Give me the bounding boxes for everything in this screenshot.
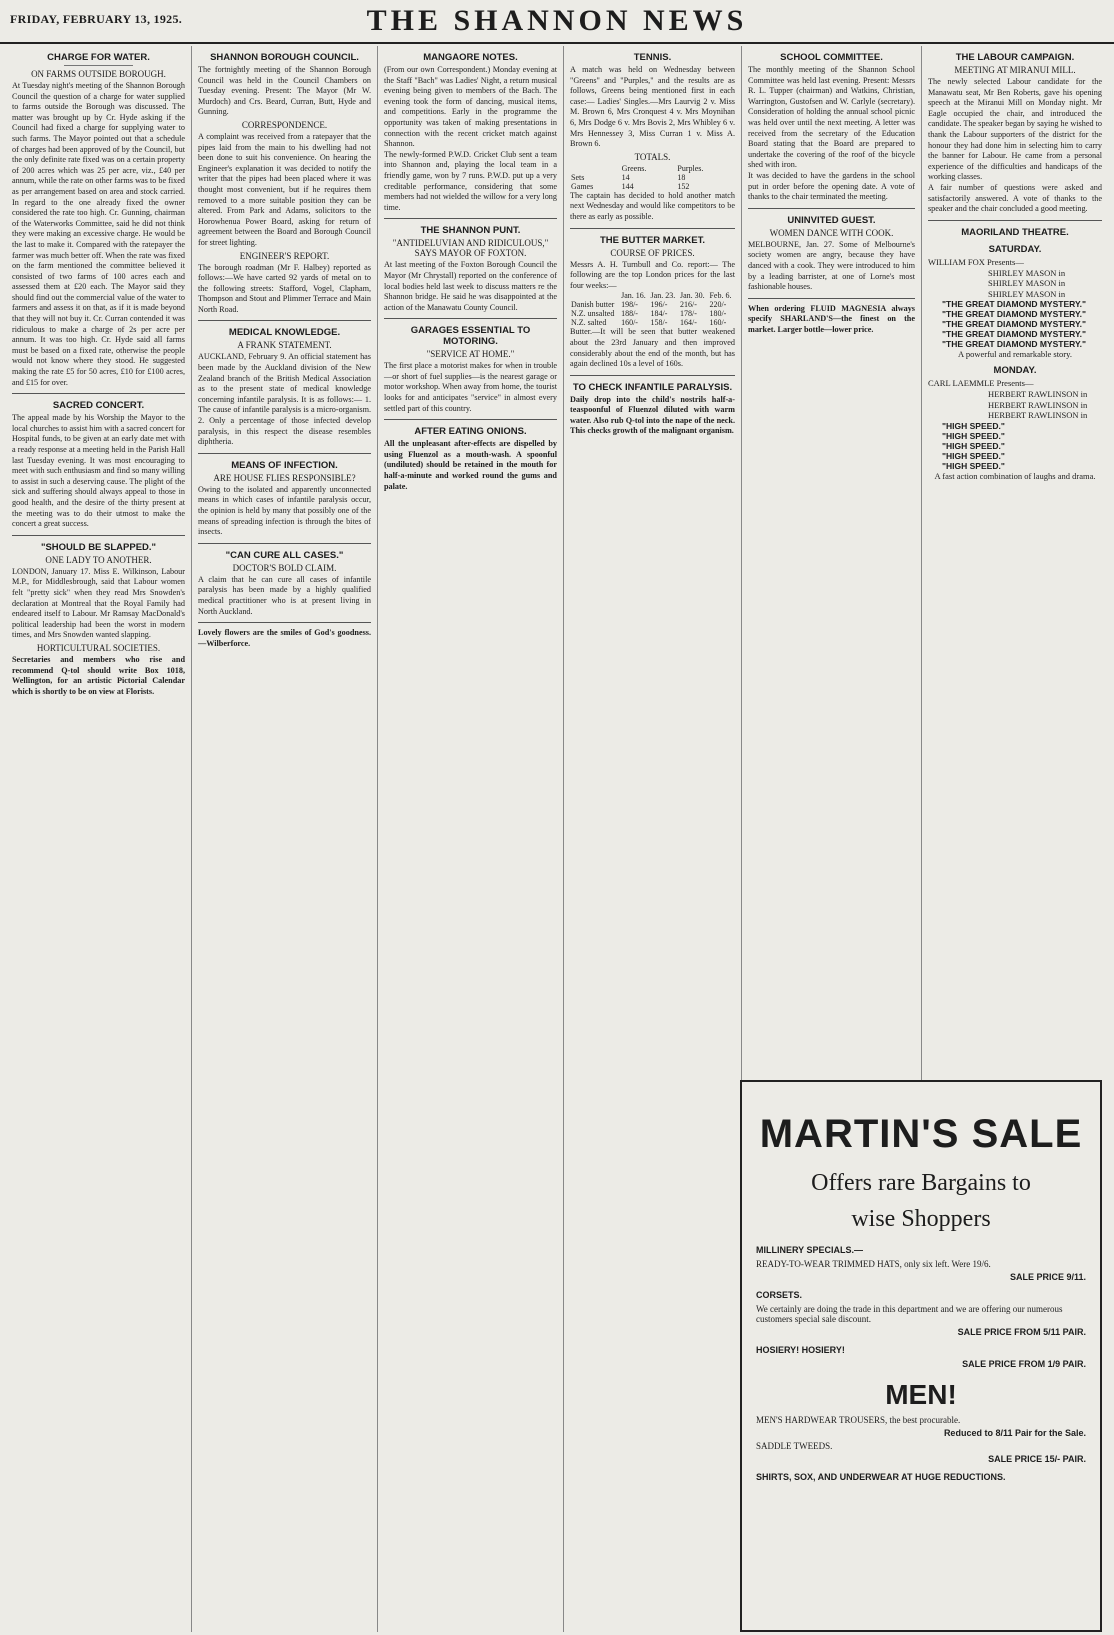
table-cell: Danish butter <box>571 300 615 310</box>
star-line: SHIRLEY MASON in <box>988 278 1066 289</box>
table-cell: 160/- <box>621 318 638 328</box>
film-title: "HIGH SPEED." <box>942 460 1005 471</box>
section-heading: HOSIERY! HOSIERY! <box>756 1345 845 1355</box>
item-line: READY-TO-WEAR TRIMMED HATS, only six left. Were 19/6. <box>756 1259 991 1269</box>
item-line: SADDLE TWEEDS. <box>756 1441 833 1451</box>
table-cell: 216/- <box>679 300 697 310</box>
item-line: MEN'S HARDWEAR TROUSERS, the best procurable. <box>756 1415 961 1425</box>
day-label: SATURDAY. <box>988 243 1042 255</box>
item-price: SALE PRICE 15/- PAIR. <box>988 1454 1086 1464</box>
film-title: "THE GREAT DIAMOND MYSTERY." <box>942 319 1087 330</box>
star-line: SHIRLEY MASON in <box>988 267 1066 278</box>
divider <box>384 419 557 420</box>
martins-sale-advert <box>740 1080 1102 1632</box>
table-cell: Jan. 16. <box>621 291 646 301</box>
table-header-row <box>570 164 735 173</box>
table-row <box>570 300 735 309</box>
column-1 <box>6 46 192 1632</box>
prices-table <box>570 291 735 327</box>
item-price: SALE PRICE FROM 5/11 PAIR. <box>957 1327 1086 1337</box>
film-title: "HIGH SPEED." <box>942 450 1005 461</box>
item-price: SALE PRICE FROM 1/9 PAIR. <box>962 1359 1086 1369</box>
table-cell <box>570 291 620 300</box>
item-price: Reduced to 8/11 Pair for the Sale. <box>943 1428 1086 1438</box>
table-cell: 188/- <box>621 309 638 319</box>
divider <box>748 298 915 299</box>
advert-text: Secretaries and members who rise and recommend Q-tol should write Box 1018, Wellington, for an artistic Pictorial Calendar which is shortly to be on view at Florists. <box>12 654 185 696</box>
article-text: The appeal made by his Worship the Mayor to the local churches to assist him with a sacred concert for Hospital funds, to be given at an early date met with a ready response at a meeting held in the Parish Hall last Tuesday evening. It was most encouraging to meet with such enthusiasm and find so many willing to assist in such a deserving cause. The plight of the sick and suffering should always appeal to those in good health, and the desire of the thirty present at the meeting was to do their utmost to make the concert a great success. <box>12 413 186 529</box>
table-cell: 180/- <box>709 309 727 319</box>
column-3 <box>378 46 564 1632</box>
divider <box>748 208 915 209</box>
divider <box>12 393 185 394</box>
article-text: A complaint was received from a ratepayer that the pipes laid from the main to his dwelling had not been done to suit his convenience. On hearing the Engineer's explanation it was decided to notify the writer that the pipes had been placed where it was thought most convenient, but if he requires them removed to a more suitable position they can be altered. From Park and Adams, solicitors to the Horowhenua Power Board, asking for return of agreement between the Board and Borough Council for street lighting. <box>198 131 371 247</box>
section-heading: CORSETS. <box>756 1290 803 1300</box>
article-text: Butter.—It will be seen that butter weakened about the 23rd January and then improved considerably about the end of the month, but has again declined 10s a level of 160s. <box>570 327 735 369</box>
table-row <box>570 173 735 182</box>
headline-garages-essential: GARAGES ESSENTIAL TO MOTORING. <box>410 325 531 348</box>
table-cell: 196/- <box>650 300 668 310</box>
film-title: "HIGH SPEED." <box>942 430 1005 441</box>
presents-line: CARL LAEMMLE Presents— <box>928 378 1034 389</box>
column-4 <box>564 46 742 1632</box>
divider <box>12 535 185 536</box>
table-row <box>570 318 735 327</box>
subhead: MEETING AT MIRANUI MILL. <box>954 65 1076 75</box>
article-text: The newly-formed P.W.D. Cricket Club sent a team into Shannon and, playing the local team in a friendly game, won by 7 runs. P.W.D. put up a very creditable performance, considering that some members had not wielded the willow for a very long time. <box>384 149 557 212</box>
headline-tennis: TENNIS. <box>633 52 672 63</box>
divider <box>198 320 371 321</box>
divider <box>928 220 1102 221</box>
table-cell: 158/- <box>650 318 668 328</box>
film-title: "THE GREAT DIAMOND MYSTERY." <box>942 339 1087 350</box>
presents-line: WILLIAM FOX Presents— <box>928 256 1024 267</box>
men-heading: MEN! <box>885 1379 957 1410</box>
subhead: A FRANK STATEMENT. <box>237 340 332 351</box>
film-title: "THE GREAT DIAMOND MYSTERY." <box>942 299 1087 310</box>
divider <box>384 218 557 219</box>
subhead: TOTALS. <box>634 151 671 162</box>
table-cell: Purples. <box>677 163 704 173</box>
article-text: At Tuesday night's meeting of the Shannon Borough Council the question of a charge for water supplied to farms outside the Borough was discussed. The matter was brought up by Cr. Hyde asking if the Council had fixed a charge for supplying water to such farms. The Mayor pointed out that a schedule of charges had been approved of by the Council, but the only definite rate fixed was on a certain property of 200 acres which was 25 per acre, viz., £40 per annum, while the rate on other farms was to be fixed as per arrangement based on area and stock carried. In regard to the one already fixed the owner considered the rate too high. Cr. Gunning, chairman of the Waterworks Committee, said he did not think they were making an excessive charge. He would be the last to make it. Compared with the ratepayer the farmer was much better off. When the rate was fixed on the farm mentioned the committee believed it consisted of two farms of 100 acres each and assessed them at £20 each. The Mayor said they should find out the commercial value of the water to farmers and assess it on that, as if it is made beyond that they will not buy it. Cr. Curran contended it was ridiculous to make a charge of 2s per acre per annum. It was too high. Cr. Hyde said all farms must be based on a fixed rate, otherwise the people would not know where they stood. He suggested making the rate £5 for 50 acres, £10 for £100 acres, and £15 for over. <box>12 81 185 387</box>
table-cell: 198/- <box>621 300 638 310</box>
headline-mangaore-notes: MANGAORE NOTES. <box>423 52 518 63</box>
masthead <box>0 0 1114 44</box>
headline-should-be-slapped: "SHOULD BE SLAPPED." <box>40 541 157 553</box>
table-cell: 164/- <box>679 318 697 328</box>
headline-after-eating-onions: AFTER EATING ONIONS. <box>414 426 527 438</box>
section-heading: MILLINERY SPECIALS.— <box>756 1245 864 1255</box>
table-cell: 152 <box>677 181 690 191</box>
divider <box>198 453 371 454</box>
article-text: At last meeting of the Foxton Borough Council the Mayor (Mr Chrystall) reported on the conference of local bodies held last week to discuss matters re the Shannon bridge. He said he was disappointed at the action of the Manawatu County Council. <box>384 260 557 312</box>
headline-uninvited-guest: UNINVITED GUEST. <box>787 214 876 226</box>
table-cell: 18 <box>677 172 686 182</box>
table-cell: 184/- <box>650 309 668 319</box>
headline-maoriland-theatre: MAORILAND THEATRE. <box>961 226 1069 238</box>
subhead: ARE HOUSE FLIES RESPONSIBLE? <box>213 472 356 483</box>
article-text: Messrs A. H. Turnbull and Co. report:— The following are the top London prices for the last four weeks:— <box>570 259 735 290</box>
article-text: (From our own Correspondent.) Monday evening at the Staff "Bach" was Ladies' Night, a return musical evening being given to members of the Bach. The evening took the form of dancing, musical items, and competitions. Early in the programme the opportunity was taken of making presentations in connection with the recent cricket match against Shannon. <box>384 65 557 149</box>
article-text: Owing to the isolated and apparently unconnected means in which cases of infantile paralysis occur, the opinion is held by many that possibly one of the means of spreading infection is through the bites of insects. <box>198 484 371 537</box>
advert-text: All the unpleasant after-effects are dispelled by using Fluenzol as a mouth-wash. A spoonful (undiluted) should be retained in the mouth for half-a-minute and worked round the gums and palate. <box>384 439 557 491</box>
divider <box>198 543 371 544</box>
headline-infantile-paralysis: TO CHECK INFANTILE PARALYSIS. <box>572 381 733 393</box>
table-row <box>570 182 735 191</box>
film-title: "HIGH SPEED." <box>942 420 1005 431</box>
divider <box>570 375 735 376</box>
column-2 <box>192 46 378 1632</box>
article-text: A claim that he can cure all cases of infantile paralysis has been made by a highly qualified medical practitioner who is at present living in North Auckland. <box>198 574 371 616</box>
subhead: "SERVICE AT HOME." <box>426 349 515 360</box>
star-line: HERBERT RAWLINSON in <box>988 399 1088 410</box>
advert-text: Daily drop into the child's nostrils half-a-teaspoonful of Fluenzol diluted with warm water. Also rub Q-tol into the nape of the neck. This checks growth of the malignant organism. <box>570 394 735 436</box>
advert-text: When ordering FLUID MAGNESIA always specify SHARLAND'S—the finest on the market. Larger bottle—lower price. <box>748 303 915 334</box>
table-cell: Greens. <box>621 163 647 173</box>
headline-shannon-punt: THE SHANNON PUNT. <box>420 225 521 237</box>
subhead: ENGINEER'S REPORT. <box>239 250 330 261</box>
subhead: "ANTIDELUVIAN AND RIDICULOUS," SAYS MAYOR OF FOXTON. <box>392 238 549 259</box>
article-text: The first place a motorist makes for when in trouble—or short of fuel supplies—is the nearest garage or motor workshop. When away from home, the tourist looks for and anticipates "service" in almost every settled part of this country. <box>384 361 557 413</box>
table-cell: 144 <box>621 181 634 191</box>
subhead: ON FARMS OUTSIDE BOROUGH. <box>31 69 166 79</box>
article-text: The monthly meeting of the Shannon School Committee was held last evening. Present: Messrs R. L. Tupper (chairman) and Watkins, Christian, Warrington, Gustofsen and W. Carlyle (secretary). Consideration of holding the annual school picnic was held over until the next meeting. A letter was received from the secretary of the Education Board stating that the Board are prepared to undertake the covering of the roof of the bicycle shed with iron. <box>748 65 915 170</box>
table-cell: Jan. 30. <box>679 291 705 301</box>
table-cell: Feb. 6. <box>709 291 732 301</box>
headline-school-committee: SCHOOL COMMITTEE. <box>780 52 883 63</box>
table-row <box>570 309 735 318</box>
table-cell: Games <box>571 181 594 191</box>
divider <box>570 228 735 229</box>
table-cell: Jan. 23. <box>650 291 676 301</box>
star-line: SHIRLEY MASON in <box>988 288 1066 299</box>
film-note: A fast action combination of laughs and drama. <box>934 470 1096 481</box>
advert-tagline: wise Shoppers <box>851 1206 991 1232</box>
article-text: LONDON, January 17. Miss E. Wilkinson, Labour M.P., for Middlesbrough, said that Labour women felt "pretty sick" when they read Mrs Snowden's declaration at Montreal that the Royal Family had endeared itself to Labour. Mr Ramsay MacDonald's political leadership had been the worst in modern times, and Mrs Snowden wanted slapping. <box>12 566 185 640</box>
subhead: HORTICULTURAL SOCIETIES. <box>36 642 161 653</box>
film-title: "THE GREAT DIAMOND MYSTERY." <box>942 329 1087 340</box>
headline-medical-knowledge: MEDICAL KNOWLEDGE. <box>228 327 341 339</box>
film-note: A powerful and remarkable story. <box>958 349 1072 360</box>
star-line: HERBERT RAWLINSON in <box>988 410 1088 421</box>
article-text: The borough roadman (Mr F. Halbey) reported as follows:—We have carted 92 yards of metal on to the following streets: Stafford, Vogel, Clapham, Thompson and Stout and Plimmer Terrace and Main North Road. <box>198 262 371 314</box>
table-header-row <box>570 291 735 300</box>
item-line: We certainly are doing the trade in this department and we are offering our numerous customers special sale discount. <box>756 1304 1063 1324</box>
headline-can-cure-all-cases: "CAN CURE ALL CASES." <box>225 549 344 561</box>
headline-sacred-concert: SACRED CONCERT. <box>52 400 145 412</box>
headline-charge-for-water: CHARGE FOR WATER. <box>47 52 150 63</box>
subhead: COURSE OF PRICES. <box>610 247 695 258</box>
divider <box>198 622 371 623</box>
table-cell <box>570 164 621 173</box>
headline-borough-council: SHANNON BOROUGH COUNCIL. <box>210 52 359 63</box>
article-text: A match was held on Wednesday between "Greens" and "Purples," and the results are as follows, Greens being mentioned first in each case:— Ladies' Singles.—Mrs Laurvig 2 v. Miss M. Brown 6, Mrs Cronquest 4 v. Mrs Moynihan 6, Mrs Dodge 6 v. Mrs Bovis 2, Mrs Whibley 6 v. Mrs Hennessey 3, Miss Curran 1 v. Miss A. Brown 6. <box>570 65 735 149</box>
newspaper-title: THE SHANNON NEWS <box>366 4 748 37</box>
divider <box>384 318 557 319</box>
article-text: A fair number of questions were asked and satisfactorily answered. A vote of thanks to the speaker and the chair concluded a good meeting. <box>928 182 1102 214</box>
article-text: The captain has decided to hold another match next Wednesday and would like competitors to be there as early as possible. <box>570 190 735 221</box>
section-heading: SHIRTS, SOX, AND UNDERWEAR AT HUGE REDUCTIONS. <box>756 1472 1006 1482</box>
subhead: ONE LADY TO ANOTHER. <box>45 554 152 565</box>
table-cell: 160/- <box>709 318 727 328</box>
subhead: DOCTOR'S BOLD CLAIM. <box>232 562 337 573</box>
headline-means-of-infection: MEANS OF INFECTION. <box>231 459 338 471</box>
advert-tagline: Offers rare Bargains to <box>811 1170 1031 1196</box>
film-title: "HIGH SPEED." <box>942 440 1005 451</box>
star-line: HERBERT RAWLINSON in <box>988 389 1088 400</box>
table-cell: N.Z. unsalted <box>571 309 615 319</box>
article-text: MELBOURNE, Jan. 27. Some of Melbourne's society women are angry, because they have danced with a cook. They were introduced to him by a leading barrister, at one of Lorne's most fashionable houses. <box>748 239 915 292</box>
film-title: "THE GREAT DIAMOND MYSTERY." <box>942 309 1087 320</box>
table-cell: Sets <box>571 172 585 182</box>
table-cell: N.Z. salted <box>571 318 607 328</box>
totals-table <box>570 164 735 191</box>
article-text: The newly selected Labour candidate for the Manawatu seat, Mr Ben Roberts, gave his opening speech at the Miranui Mill on Monday night. Mr Eagle occupied the chair, and introduced the candidate. The speaker began by saying he wished to thank the Labour supporters of the district for the honour they had done him in selecting him to carry the banner for Labour. He came from a personal experience of the difficulties and handicaps of the working classes. <box>928 77 1102 182</box>
article-text: The fortnightly meeting of the Shannon Borough Council was held in the Council Chambers on Tuesday evening. Present: The Mayor (Mr W. Murdoch) and Crs. Beard, Curran, Butt, Hyde and Gunning. <box>198 65 371 117</box>
divider <box>64 65 133 66</box>
article-text: AUCKLAND, February 9. An official statement has been made by the Auckland division of the New Zealand branch of the British Medical Association as to the present state of medical knowledge concerning infantile paralysis. It is as follows:— 1. The cause of infantile paralysis is a micro-organism. 2. Only a percentage of those infected develop paralysis, in this respect the disease resembles diphtheria. <box>198 352 371 447</box>
item-price: SALE PRICE 9/11. <box>1009 1272 1086 1282</box>
subhead: CORRESPONDENCE. <box>241 119 328 130</box>
article-text: It was decided to have the gardens in the school put in order before the opening date. A vote of thanks to the chair terminated the meeting. <box>748 170 915 202</box>
subhead: WOMEN DANCE WITH COOK. <box>769 227 894 238</box>
table-cell: 220/- <box>709 300 727 310</box>
table-cell: 178/- <box>679 309 697 319</box>
issue-date: FRIDAY, FEBRUARY 13, 1925. <box>10 12 183 26</box>
advert-title: MARTIN'S SALE <box>759 1112 1083 1156</box>
table-cell: 14 <box>621 172 630 182</box>
quote-text: Lovely flowers are the smiles of God's goodness.—Wilberforce. <box>198 628 371 648</box>
day-label: MONDAY. <box>993 365 1037 377</box>
headline-labour-campaign: THE LABOUR CAMPAIGN. <box>955 52 1075 63</box>
headline-butter-market: THE BUTTER MARKET. <box>599 234 706 246</box>
